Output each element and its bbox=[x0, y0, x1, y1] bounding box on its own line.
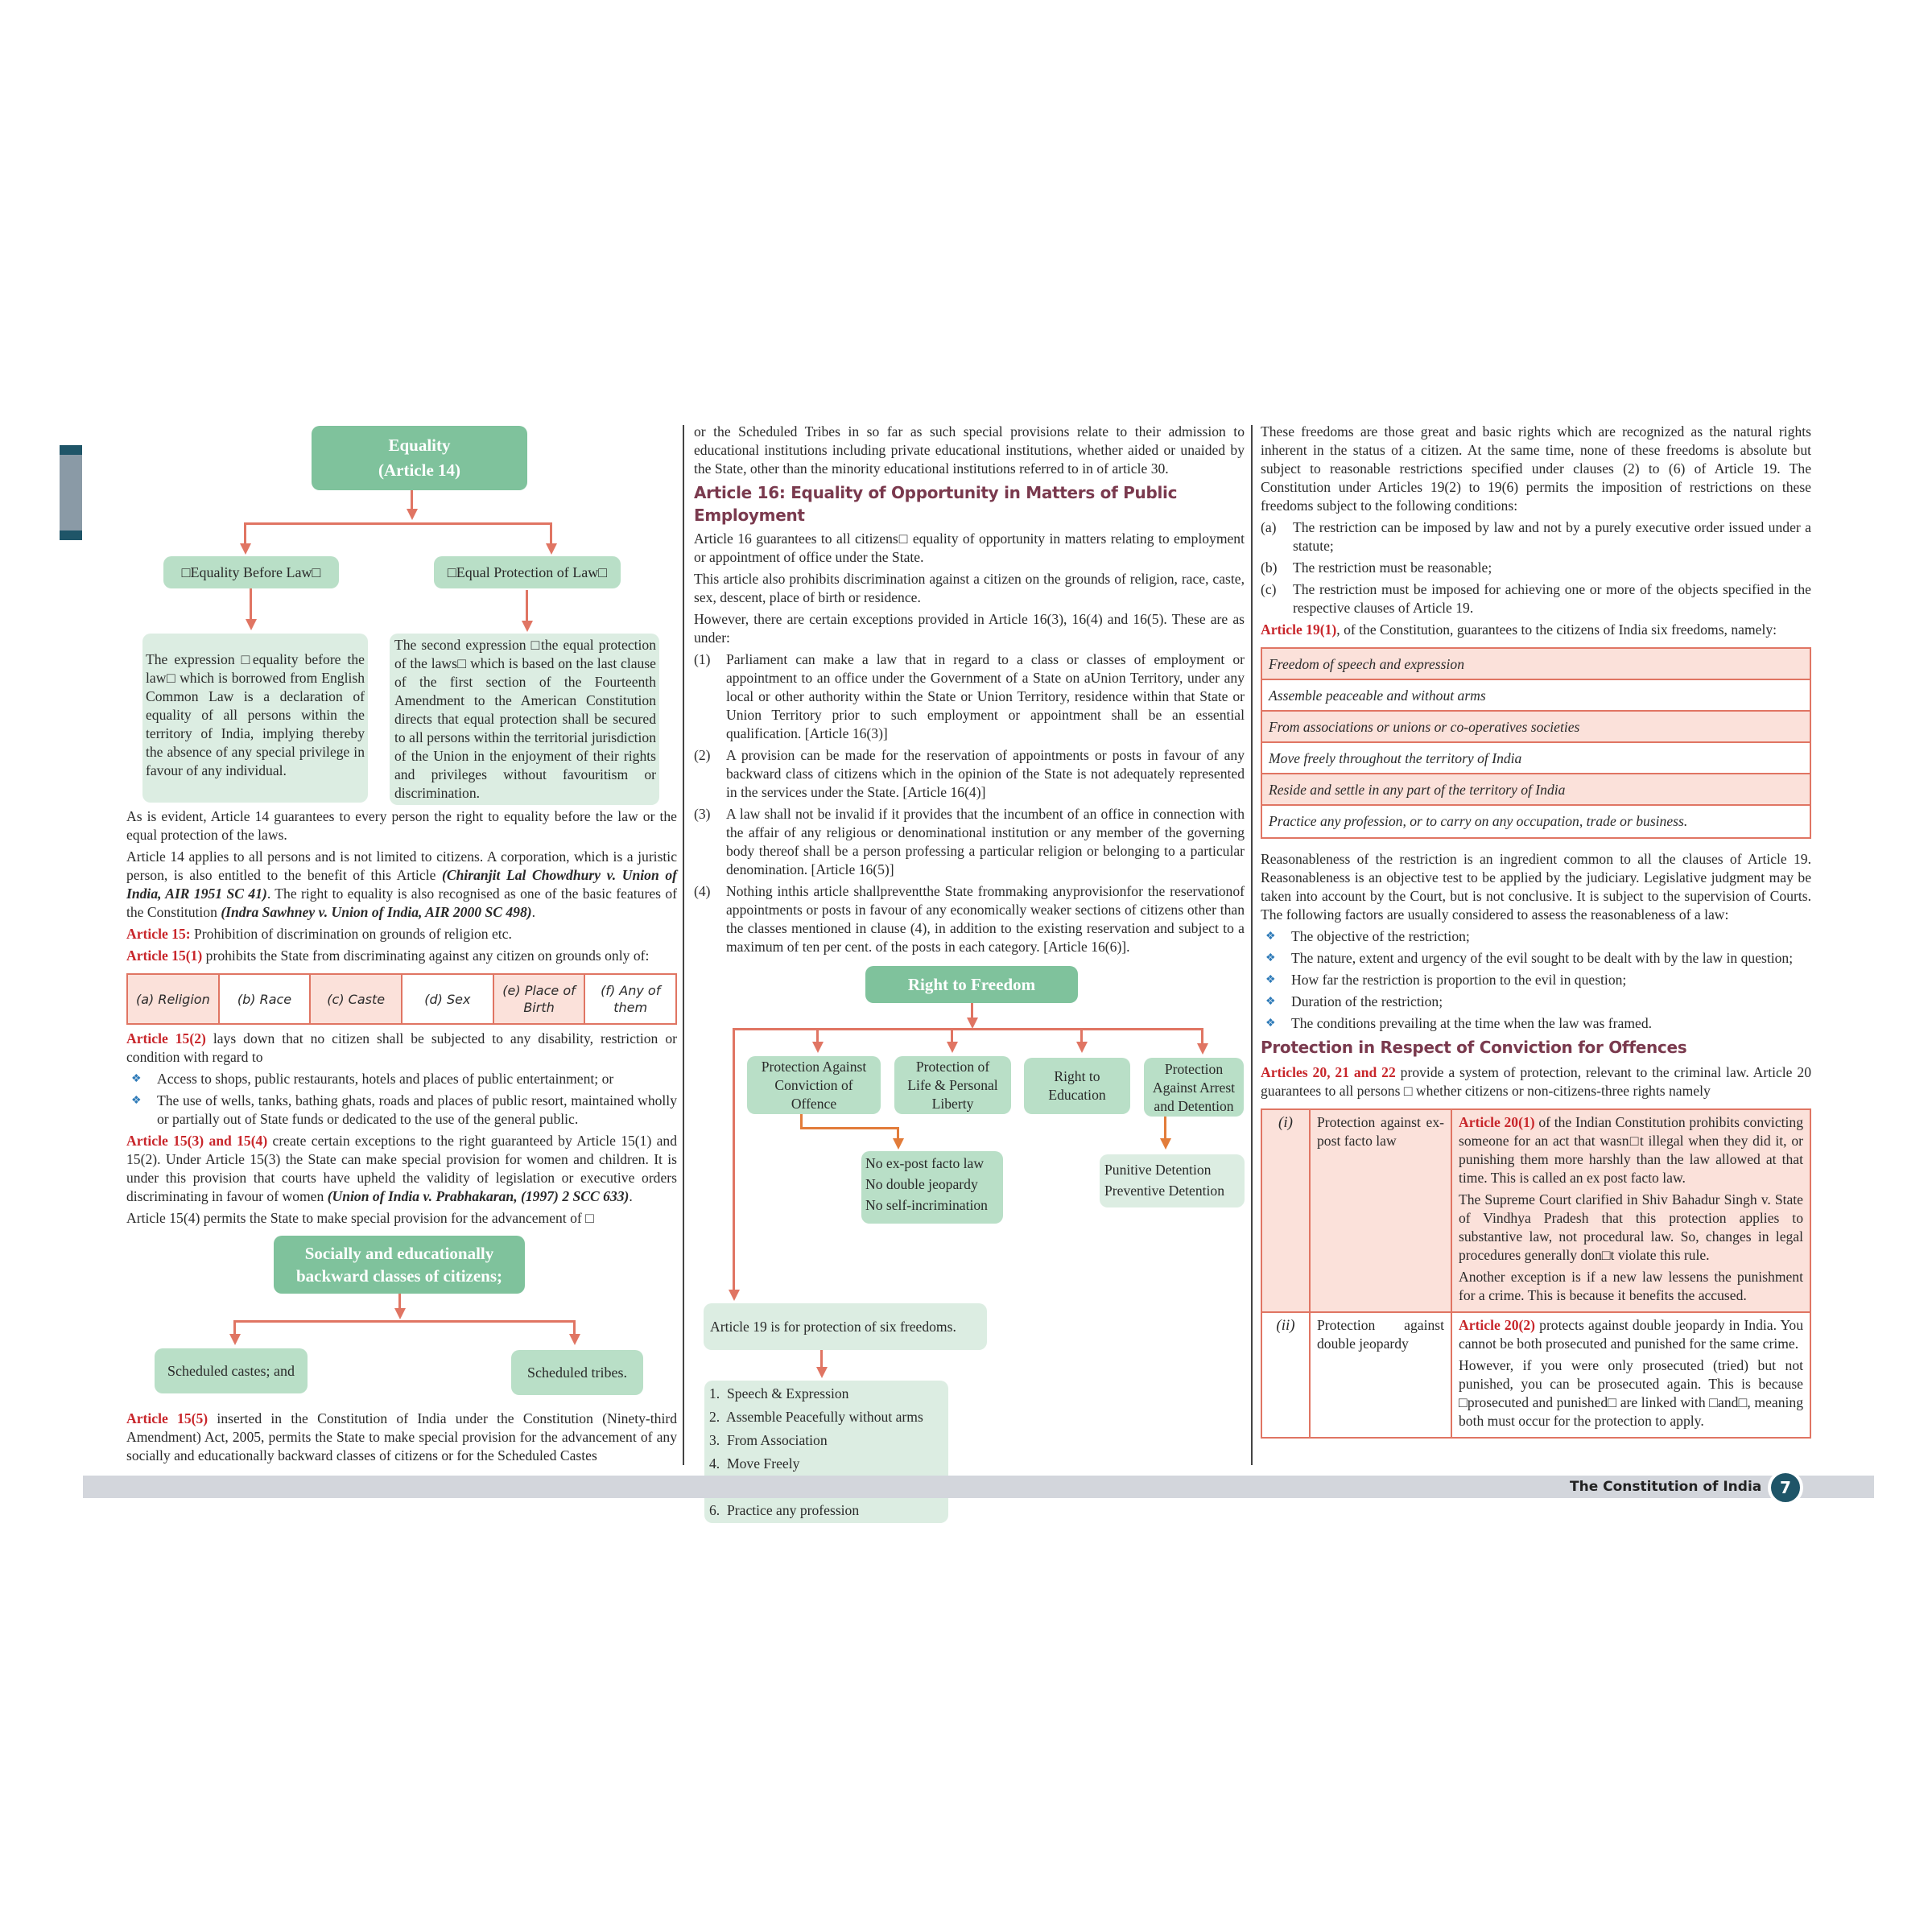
page-number-badge: 7 bbox=[1768, 1470, 1803, 1505]
arrow-down-icon bbox=[947, 1042, 958, 1053]
paragraph: or the Scheduled Tribes in so far as such special provisions relate to their admission to educational institutions including private educational institutions, whether aided or unaided by the State, other than the minority educational institutions referred to in of article 30. bbox=[694, 423, 1245, 477]
factors-list bbox=[1261, 927, 1811, 1033]
table-row: Move freely throughout the territory of India bbox=[1262, 743, 1810, 774]
list-item: (b) The restriction must be reasonable; bbox=[1261, 559, 1492, 576]
branch-education-node: Right to Education bbox=[1024, 1058, 1130, 1114]
detention-types-node: Punitive Detention Preventive Detention bbox=[1100, 1154, 1245, 1208]
grounds-cell: (a) Religion bbox=[128, 975, 220, 1023]
table-row bbox=[1262, 1110, 1810, 1313]
article-label: Article 19(1) bbox=[1261, 621, 1337, 638]
arrow-down-icon bbox=[522, 621, 533, 632]
backward-classes-root-node: Socially and educationally backward classes of citizens; bbox=[274, 1236, 525, 1294]
section-heading-conviction: Protection in Respect of Conviction for Offences bbox=[1261, 1038, 1687, 1057]
grounds-cell: (b) Race bbox=[220, 975, 312, 1023]
six-freedoms-list bbox=[704, 1381, 948, 1523]
arrow-down-icon bbox=[240, 543, 251, 555]
list-item: (2) A provision can be made for the reservation of appointments or posts in favour of any backward class of citizens which in the opinion of the State is not adequately represented in the services under the State. [Article 16(4)] bbox=[694, 747, 1245, 800]
list-item: ❖ How far the restriction is proportion to the evil in question; bbox=[1291, 971, 1811, 989]
paragraph: Article 15(1) prohibits the State from discriminating against any citizen on grounds only of: bbox=[126, 947, 650, 964]
row-index: (ii) bbox=[1262, 1313, 1311, 1437]
article-label: Article 15(2) bbox=[126, 1030, 206, 1046]
row-index: (i) bbox=[1262, 1110, 1311, 1311]
column-middle bbox=[694, 423, 1245, 1518]
equality-root-node: Equality (Article 14) bbox=[312, 426, 527, 490]
list-item: 4. Move Freely bbox=[709, 1455, 800, 1472]
section-heading-article-16: Article 16: Equality of Opportunity in Matters of Public Employment bbox=[694, 483, 1178, 525]
scheduled-tribes-node: Scheduled tribes. bbox=[511, 1350, 643, 1395]
table-row bbox=[1262, 1313, 1810, 1437]
article-label: Article 20(1) bbox=[1459, 1114, 1535, 1130]
footer-book-title: The Constitution of India bbox=[1570, 1479, 1762, 1495]
branch-arrest-detention-node: Protection Against Arrest and Detention bbox=[1144, 1058, 1244, 1117]
backward-classes-diagram bbox=[126, 1231, 677, 1410]
table-row: Reside and settle in any part of the territory of India bbox=[1262, 774, 1810, 806]
branch-life-liberty-node: Protection of Life & Personal Liberty bbox=[894, 1056, 1011, 1114]
article-label: Article 20(2) bbox=[1459, 1317, 1536, 1333]
column-divider bbox=[1251, 425, 1253, 1465]
paragraph: These freedoms are those great and basic rights which are recognized as the natural rights inherent in the status of a citizen. At the same time, none of these freedoms is absolute but subject to reasonable restrictions specified under clauses (2) to (6) of Article 19. The Constitution under Articles 19(2) to 19(6) permits the imposition of restrictions on these freedoms subject to the following conditions: bbox=[1261, 423, 1811, 514]
column-divider bbox=[683, 425, 684, 1465]
list-item: 3. From Association bbox=[709, 1432, 828, 1448]
list-item: ❖ The use of wells, tanks, bathing ghats, roads and places of public resort, maintained wholly or partially out of State funds or dedicated to the use of the general public. bbox=[157, 1092, 677, 1129]
article-label: Article 15(1) bbox=[126, 947, 203, 964]
arrow-down-icon bbox=[812, 1042, 824, 1053]
arrow-down-icon bbox=[1160, 1138, 1171, 1150]
arrow-down-icon bbox=[729, 1290, 740, 1301]
list-item: (a) The restriction can be imposed by law and not by a purely executive order issued under a statute; bbox=[1261, 519, 1811, 554]
list-item: (3) A law shall not be invalid if it provides that the incumbent of an office in connection with the affair of any religious or denominational institution or any member of the governing body thereof shall be a person professing a particular religion or belonging to a particular denomination. [Article 16(5)] bbox=[694, 806, 1245, 877]
paragraph: Article 15(3) and 15(4) create certain exceptions to the right guaranteed by Article 15(1) and 15(2). Under Article 15(3) the State can make special provision for women and children. It is under this provision that courts have upheld the validity of legislation or executive orders discriminating in favour of women (Union of India v. Prabhakaran, (1997) 2 SCC 633). bbox=[126, 1133, 677, 1204]
arrow-down-icon bbox=[229, 1334, 241, 1345]
column-left bbox=[126, 423, 677, 1468]
row-title: Protection against ex-post facto law bbox=[1311, 1110, 1452, 1311]
article-19-box: Article 19 is for protection of six freedoms. bbox=[704, 1303, 987, 1350]
table-row: From associations or unions or co-operatives societies bbox=[1262, 712, 1810, 743]
arrow-down-icon bbox=[1197, 1043, 1208, 1055]
list-item: (4) Nothing inthis article shallpreventthe State frommaking anyprovisionfor the reservationof appointments or posts in favour of any economically weaker sections of citizens other than the classes mentioned in clause (4), in addition to the existing reservation and subject to a maximum of ten per cent. of the posts in each category. [Article 16(6)]. bbox=[694, 883, 1245, 955]
grounds-cell: (e) Place of Birth bbox=[494, 975, 586, 1023]
list-item: (c) The restriction must be imposed for achieving one or more of the objects specified in the respective clauses of Article 19. bbox=[1261, 581, 1811, 616]
table-row: Freedom of speech and expression bbox=[1262, 649, 1810, 680]
grounds-table bbox=[126, 973, 677, 1025]
arrow-down-icon bbox=[246, 619, 257, 630]
list-item: ❖ Duration of the restriction; bbox=[1291, 993, 1811, 1011]
paragraph: Article 16 guarantees to all citizens□ equality of opportunity in matters relating to employment or appointment of office under the State. bbox=[694, 530, 1245, 565]
equal-protection-description: The second expression □the equal protection of the laws□ which is based on the last clause of the first section of the Fourteenth Amendment to the American Constitution directs that equal protection shall be secured to all persons within the territorial jurisdiction of the Union in the enjoyment of their rights and privileges without favouritism or discrimination. bbox=[390, 634, 659, 805]
conditions-list bbox=[1261, 518, 1811, 617]
exceptions-list bbox=[694, 650, 1245, 956]
list-item: 2. Assemble Peacefully without arms bbox=[709, 1409, 923, 1425]
column-right bbox=[1261, 423, 1811, 1439]
paragraph: Article 15(2) lays down that no citizen shall be subjected to any disability, restriction or condition with regard to bbox=[126, 1030, 677, 1065]
row-description: Article 20(1) of the Indian Constitution prohibits convicting someone for an act that wasn□t illegal when they did it, or punishing them more harshly than the law allowed at that time. This is called an ex post facto law. The Supreme Court clarified in Shiv Bahadur Singh v. State of Vindhya Pradesh that this protection applies to substantive law, not procedural law. So, changes in legal procedures generally don□t violate this rule. Another exception is if a new law lessens the punishment for a crime. This is because it benefits the accused. bbox=[1459, 1114, 1803, 1303]
list-item: 6. Practice any profession bbox=[709, 1502, 860, 1518]
table-row: Practice any profession, or to carry on any occupation, trade or business. bbox=[1269, 813, 1688, 829]
arrow-down-icon bbox=[1076, 1042, 1088, 1053]
table-row: Assemble peaceable and without arms bbox=[1262, 680, 1810, 712]
arrow-down-icon bbox=[407, 509, 418, 520]
row-description: Article 20(2) protects against double jeopardy in India. You cannot be both prosecuted and punished for the same crime. However, if you were only prosecuted (tried) but not punished, you can be prosecuted again. This is because □prosecuted and punished□ are linked with □and□, meaning both must occur for the protection to apply. bbox=[1459, 1317, 1804, 1429]
article-label: Article 15: bbox=[126, 926, 191, 942]
chapter-tab-marker bbox=[60, 445, 82, 540]
arrow-down-icon bbox=[569, 1334, 580, 1345]
arrow-down-icon bbox=[394, 1308, 406, 1319]
scheduled-castes-node: Scheduled castes; and bbox=[155, 1348, 308, 1393]
paragraph: Article 15(4) permits the State to make special provision for the advancement of □ bbox=[126, 1210, 594, 1226]
grounds-cell: (c) Caste bbox=[311, 975, 402, 1023]
list-item: ❖ Access to shops, public restaurants, hotels and places of public entertainment; or bbox=[157, 1070, 677, 1088]
arrow-down-icon bbox=[967, 1018, 978, 1029]
arrow-down-icon bbox=[816, 1367, 828, 1378]
grounds-cell: (f) Any of them bbox=[601, 983, 661, 1015]
paragraph: However, there are certain exceptions provided in Article 16(3), 16(4) and 16(5). These are as under: bbox=[694, 611, 1245, 646]
equality-before-law-description: The expression □equality before the law□ which is borrowed from English Common Law is a declaration of equality of all persons within the territory of India, implying thereby the absence of any special privilege in favour of any individual. bbox=[142, 634, 368, 803]
branch-conviction-node: Protection Against Conviction of Offence bbox=[747, 1056, 881, 1114]
paragraph: Article 14 applies to all persons and is not limited to citizens. A corporation, which is a juristic person, is also entitled to the benefit of this Article (Chiranjit Lal Chowdhury v. Union of India, AIR 1951 SC 41). The right to equality is also recognised as one of the basic features of the Constitution (Indra Sawhney v. Union of India, AIR 2000 SC 498). bbox=[126, 848, 677, 920]
list-item: ❖ The nature, extent and urgency of the evil sought to be dealt with by the law in question; bbox=[1291, 949, 1811, 968]
article-label: Articles 20, 21 and 22 bbox=[1261, 1064, 1396, 1080]
case-citation: (Chiranjit Lal Chowdhury v. Union of India, AIR 1951 SC 41) bbox=[126, 867, 677, 902]
case-citation: (Indra Sawhney v. Union of India, AIR 2000 SC 498) bbox=[221, 904, 532, 920]
list-item: ❖ The conditions prevailing at the time when the law was framed. bbox=[1291, 1014, 1811, 1033]
paragraph: This article also prohibits discrimination against a citizen on the grounds of religion, race, caste, sex, descent, place of birth or residence. bbox=[694, 571, 1245, 605]
row-title: Protection against double jeopardy bbox=[1311, 1313, 1452, 1437]
list-item: ❖ The objective of the restriction; bbox=[1291, 927, 1811, 946]
paragraph: As is evident, Article 14 guarantees to every person the right to equality before the law or the equal protection of the laws. bbox=[126, 808, 677, 843]
equality-diagram bbox=[126, 423, 677, 807]
case-citation: (Union of India v. Prabhakaran, (1997) 2 SCC 633) bbox=[327, 1188, 630, 1204]
bullet-list bbox=[126, 1070, 677, 1129]
arrow-down-icon bbox=[546, 543, 557, 555]
right-to-freedom-root-node: Right to Freedom bbox=[865, 966, 1078, 1003]
article-label: Article 15(5) bbox=[126, 1410, 208, 1426]
list-item: 1. Speech & Expression bbox=[709, 1385, 849, 1402]
grounds-cell: (d) Sex bbox=[402, 975, 494, 1023]
paragraph: Article 15(5) inserted in the Constitution of India under the Constitution (Ninety-third Amendment) Act, 2005, permits the State to make special provision for the advancement of any socially and educationally backward classes of citizens or for the Scheduled Castes bbox=[126, 1410, 677, 1463]
paragraph: Article 15: Prohibition of discrimination on grounds of religion etc. bbox=[126, 926, 512, 942]
equal-protection-node: □Equal Protection of Law□ bbox=[434, 556, 621, 588]
conviction-rights-node: No ex-post facto law No double jeopardy No self-incrimination bbox=[861, 1151, 1003, 1224]
paragraph: Article 19(1), of the Constitution, guarantees to the citizens of India six freedoms, namely: bbox=[1261, 621, 1777, 638]
arrow-down-icon bbox=[893, 1138, 904, 1150]
six-freedoms-table bbox=[1261, 647, 1811, 839]
conviction-protection-table bbox=[1261, 1108, 1811, 1439]
paragraph: Reasonableness of the restriction is an ingredient common to all the clauses of Article 19. Reasonableness is an objective test to be applied by the judiciary. Legislative judgment may be taken into account by the Court, but is not conclusive. It is subject to the supervision of Courts. The following factors are usually considered to assess the reasonableness of a law: bbox=[1261, 851, 1811, 923]
list-item: (1) Parliament can make a law that in regard to a class or classes of employment or appointment to an office under the Government of a State on aUnion Territory, under any local or other authority within the State or Union Territory, residence within that State or Union Territory prior to such employment or appointment shall be an essential qualification. [Article 16(3)] bbox=[694, 651, 1245, 741]
article-label: Article 15(3) and 15(4) bbox=[126, 1133, 268, 1149]
right-to-freedom-diagram bbox=[694, 960, 1245, 1518]
equality-before-law-node: □Equality Before Law□ bbox=[163, 556, 339, 588]
paragraph: Articles 20, 21 and 22 provide a system of protection, relevant to the criminal law. Article 20 guarantees to all persons □ whether citizens or non-citizens-three rights namely bbox=[1261, 1064, 1811, 1099]
